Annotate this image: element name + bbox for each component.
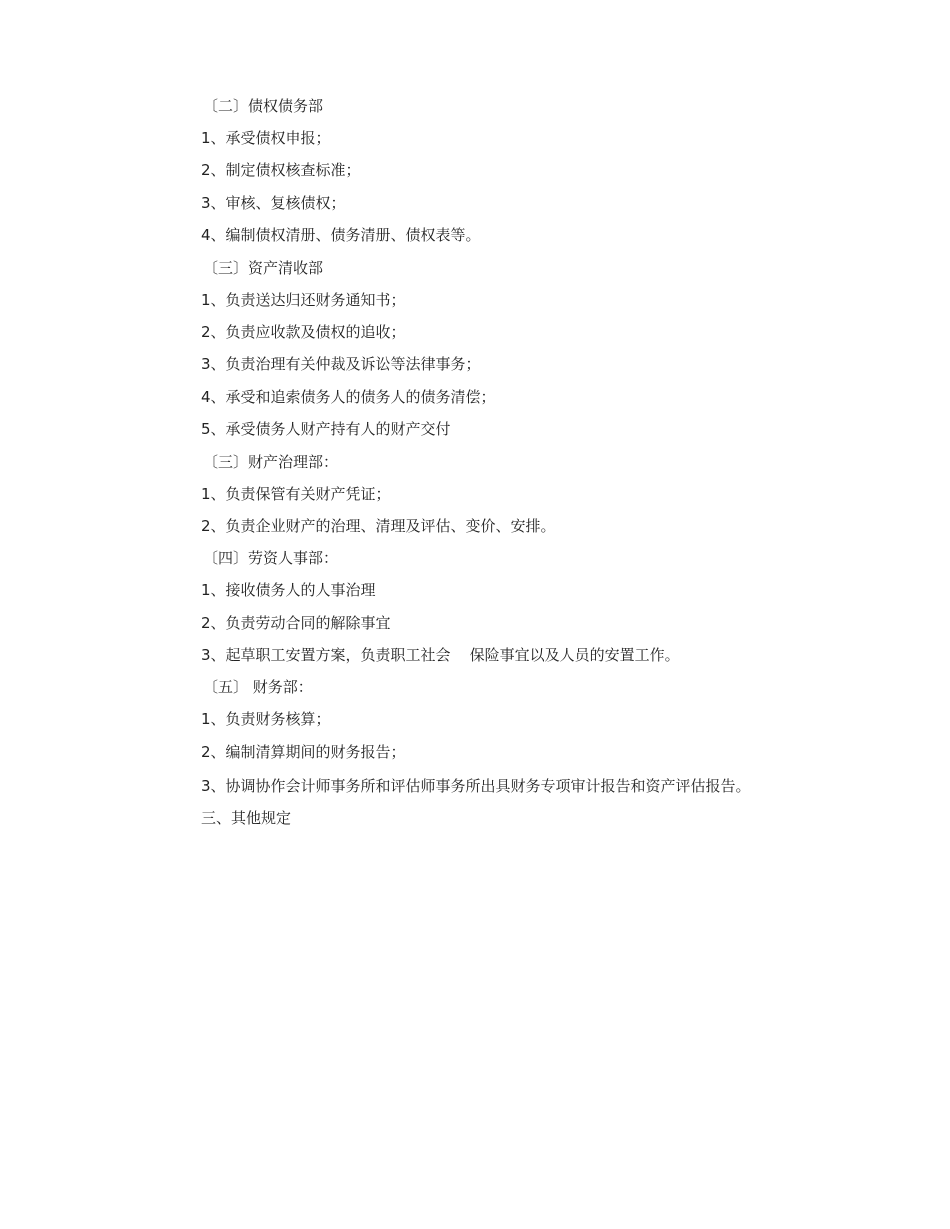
list-item: 2、制定债权核查标准； — [201, 161, 361, 180]
section-heading-labor-personnel: 〔四〕劳资人事部： — [203, 549, 339, 568]
list-item: 2、负责应收款及债权的追收； — [201, 322, 406, 341]
section-heading-creditor-debt: 〔二〕债权债务部 — [203, 97, 324, 115]
section-heading-finance: 〔五〕 财务部： — [203, 678, 313, 697]
list-item: 3、起草职工安置方案，负责职工社会 保险事宜以及人员的安置工作。 — [201, 646, 680, 665]
section-heading-property-management: 〔三〕财产治理部： — [203, 452, 339, 471]
list-item: 2、负责企业财产的治理、清理及评估、变价、安排。 — [201, 516, 556, 535]
list-item: 1、负责送达归还财务通知书； — [201, 290, 406, 309]
list-item: 1、接收债务人的人事治理 — [201, 581, 376, 600]
list-item: 4、承受和追索债务人的债务人的债务清偿； — [201, 387, 496, 406]
list-item: 1、负责保管有关财产凭证； — [201, 484, 391, 503]
section-title-other-rules: 三、其他规定 — [201, 809, 292, 828]
list-item: 1、负责财务核算； — [201, 710, 331, 729]
list-item: 2、编制清算期间的财务报告； — [201, 742, 406, 761]
list-item: 2、负责劳动合同的解除事宜 — [201, 613, 391, 632]
document-body — [165, 93, 765, 831]
list-item: 5、承受债务人财产持有人的财产交付 — [201, 420, 451, 439]
list-item: 1、承受债权申报； — [201, 129, 331, 147]
list-item-wrapped: 3、协调协作会计师事务所和评估师事务所出具财务专项审计报告和资产评估报告。 — [201, 777, 751, 796]
list-item: 3、审核、复核债权； — [201, 193, 346, 212]
list-item: 3、负责治理有关仲裁及诉讼等法律事务； — [201, 355, 481, 374]
list-item: 4、编制债权清册、债务清册、债权表等。 — [201, 226, 481, 245]
section-heading-asset-recovery: 〔三〕资产清收部 — [203, 258, 324, 277]
